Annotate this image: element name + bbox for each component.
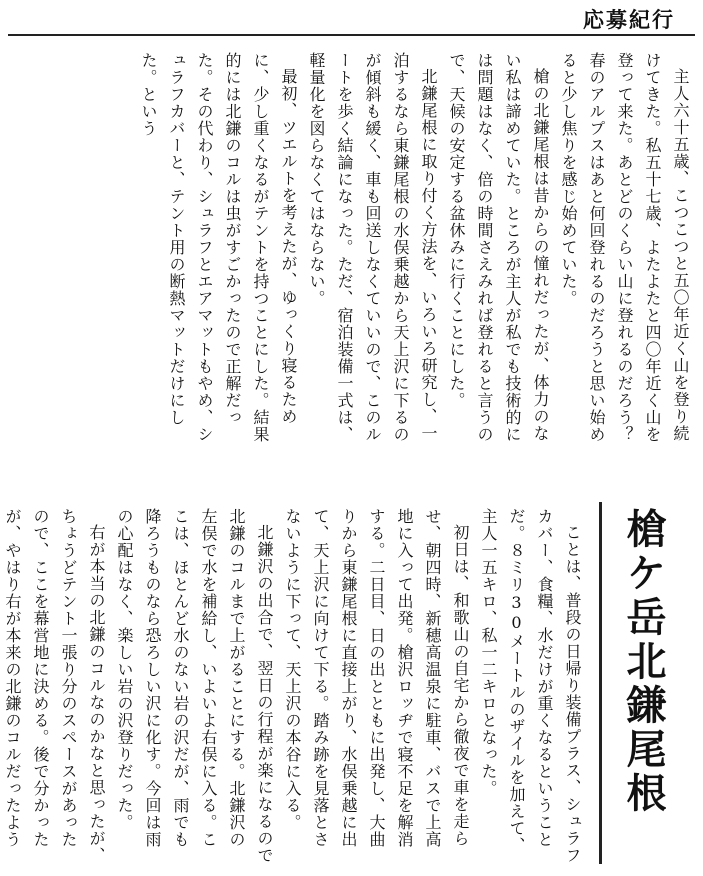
section-label: 応募紀行 [583,7,675,32]
paragraph: 主人六十五歳、こつこつと五〇年近く山を登り続けてきた。私五十七歳、よたよたと四〇年近く山を登って来た。あとどのくらい山に登れるのだろう？ 春のアルプスはあと何回登れるのだろうと思い始めると少し焦りを感じ始めていた。 [559,52,690,460]
paragraph: 初日は、和歌山の自宅から徹夜で車を走らせ、朝四時、新穂高温泉に駐車、バスで上高地に入って出発。槍沢ロッヂで寝不足を解消する。二日目、日の出とともに出発し、大曲りから東鎌尾根に直接上がり、水俣乗越に出て、天上沢に向けて下る。踏み跡を見落とさないように下って、天上沢の本谷に入る。 [283,508,470,848]
article-text-upper [8,52,694,460]
title-rule [599,502,602,864]
paragraph: 槍の北鎌尾根は昔からの憧れだったが、体力のない私は諦めていた。ところが主人が私でも技術的には問題はなく、倍の時間さえみれば登れると言うので、天候の安定する盆休みに行くことにした。 [447,52,550,443]
paragraph: 北鎌沢の出合で、翌日の行程が楽になるので北鎌のコルまで上がることにする。北鎌沢の左俣で水を補給し、いよいよ右俣に入る。ここは、ほとんど水のない岩の沢だが、雨でも降ろうものなら恐ろしい沢に化す。今回は雨の心配はなく、楽しい岩の沢登りだった。 [115,508,274,864]
paragraph: ことは、普段の日帰り装備プラス、シュラフカバー、食糧、水だけが重くなるということだ。８ミリ30メートルのザイルを加えて、主人一五キロ、私一二キロとなった。 [479,508,582,864]
paragraph: 北鎌尾根に取り付く方法を、いろいろ研究し、一泊するなら東鎌尾根の水俣乗越から天上沢に下るのが傾斜も緩く、車も回送しなくていいので、このルートを歩く結論になった。ただ、宿泊装備一式は、軽量化を図らなくてはならない。 [307,52,438,443]
paragraph: 最初、ツエルトを考えたが、ゆっくり寝るために、少し重くなるがテントを持つことにした。結果的には北鎌のコルは虫がすごかったので正解だった。その代わり、シュラフとエアマットもやめ、シュラフカバーと、テント用の断熱マットだけにした。という [139,52,298,443]
title-block [593,500,695,864]
paragraph: 右が本当の北鎌のコルなのかなと思ったが、ちょうどテント一張り分のスペースがあったので、ここを幕営地に決める。後で分かったが、やはり右が本来の北鎌のコルだったよう [3,508,106,864]
top-rule [8,34,695,36]
article-text-lower [3,508,586,864]
article-title: 槍ケ岳北鎌尾根 [620,508,667,816]
